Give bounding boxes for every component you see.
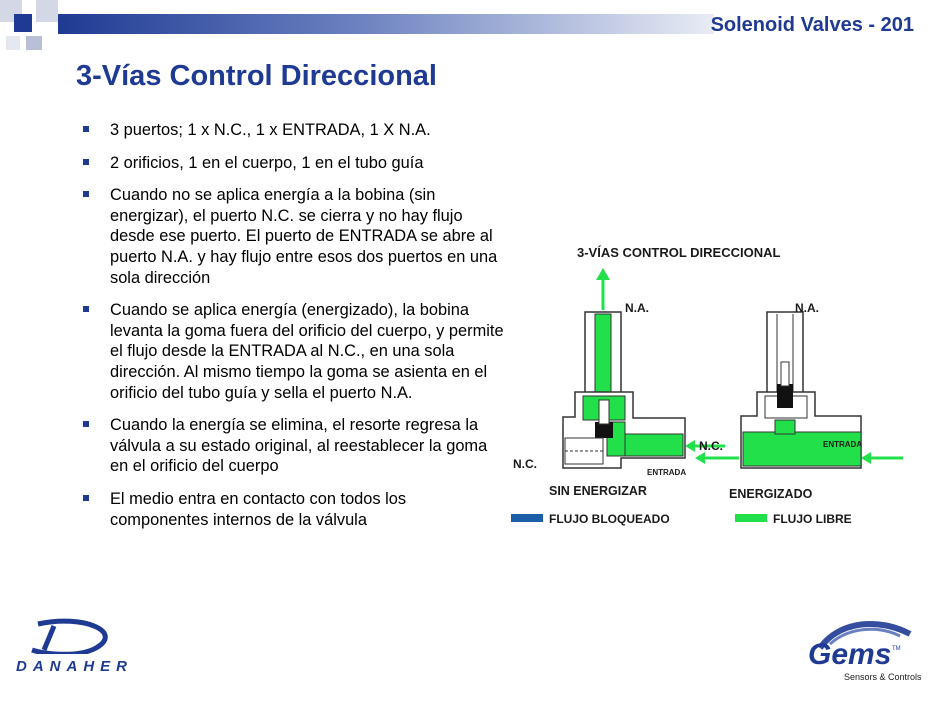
bullet-square-icon xyxy=(83,126,89,132)
right-entrada-label: ENTRADA xyxy=(823,440,863,449)
valve-unenergized xyxy=(513,268,725,498)
right-na-label: N.A. xyxy=(795,301,819,315)
bullet-text: 2 orificios, 1 en el cuerpo, 1 en el tubo guía xyxy=(110,153,424,172)
legend-free-label: FLUJO LIBRE xyxy=(773,512,852,526)
bullet-item xyxy=(80,415,508,477)
legend-blocked-label: FLUJO BLOQUEADO xyxy=(549,512,670,526)
header-gradient-bar xyxy=(58,14,714,34)
bullet-item xyxy=(80,300,508,403)
bullet-item xyxy=(80,489,508,530)
diagram-legend xyxy=(511,512,852,526)
slide-title: 3-Vías Control Direccional xyxy=(76,60,437,92)
left-nc-label: N.C. xyxy=(513,457,537,471)
diagram-title: 3-VÍAS CONTROL DIRECCIONAL xyxy=(577,245,781,260)
valve-energized xyxy=(695,301,903,501)
bullet-square-icon xyxy=(83,191,89,197)
gems-wordmark: Gems xyxy=(808,638,892,671)
corner-decoration xyxy=(0,0,60,50)
bullet-item xyxy=(80,185,508,288)
bullet-text: Cuando se aplica energía (energizado), la bobina levanta la goma fuera del orificio del cuerpo, y permite el flujo desde la ENTRADA al N.C., en una sola dirección. Al mismo tiempo la goma se asienta en el orificio del tubo guía y sella el puerto N.A. xyxy=(110,301,504,402)
left-na-label: N.A. xyxy=(625,301,649,315)
bullet-item xyxy=(80,153,508,174)
bullet-text: El medio entra en contacto con todos los componentes internos de la válvula xyxy=(110,489,407,529)
bullet-item xyxy=(80,120,508,141)
bullet-square-icon xyxy=(83,495,89,501)
bullet-text: 3 puertos; 1 x N.C., 1 x ENTRADA, 1 X N.A. xyxy=(110,121,431,139)
gems-trademark: TM xyxy=(892,646,901,652)
danaher-d-icon xyxy=(14,618,134,654)
right-nc-label: N.C. xyxy=(699,439,723,453)
state-unenergized-label: SIN ENERGIZAR xyxy=(549,484,647,498)
bullet-list xyxy=(80,120,508,542)
legend-blocked-swatch xyxy=(511,514,543,522)
bullet-text: Cuando la energía se elimina, el resorte regresa la válvula a su estado original, al reestablecer la goma en el orificio del cuerpo xyxy=(110,416,488,476)
danaher-wordmark: DANAHER xyxy=(16,658,133,675)
gems-tagline: Sensors & Controls xyxy=(844,672,922,682)
danaher-logo xyxy=(14,618,134,678)
header-title: Solenoid Valves - 201 xyxy=(710,14,914,36)
bullet-square-icon xyxy=(83,306,89,312)
valve-diagram xyxy=(505,232,905,542)
bullet-square-icon xyxy=(83,421,89,427)
gems-logo xyxy=(800,618,930,688)
state-energized-label: ENERGIZADO xyxy=(729,487,813,501)
legend-free-swatch xyxy=(735,514,767,522)
bullet-square-icon xyxy=(83,159,89,165)
left-entrada-label: ENTRADA xyxy=(647,468,687,477)
bullet-text: Cuando no se aplica energía a la bobina (sin energizar), el puerto N.C. se cierra y no hay flujo desde ese puerto. El puerto de ENTRADA se abre al puerto N.A. y hay flujo entre esos dos puertos en una sola dirección xyxy=(110,186,498,287)
